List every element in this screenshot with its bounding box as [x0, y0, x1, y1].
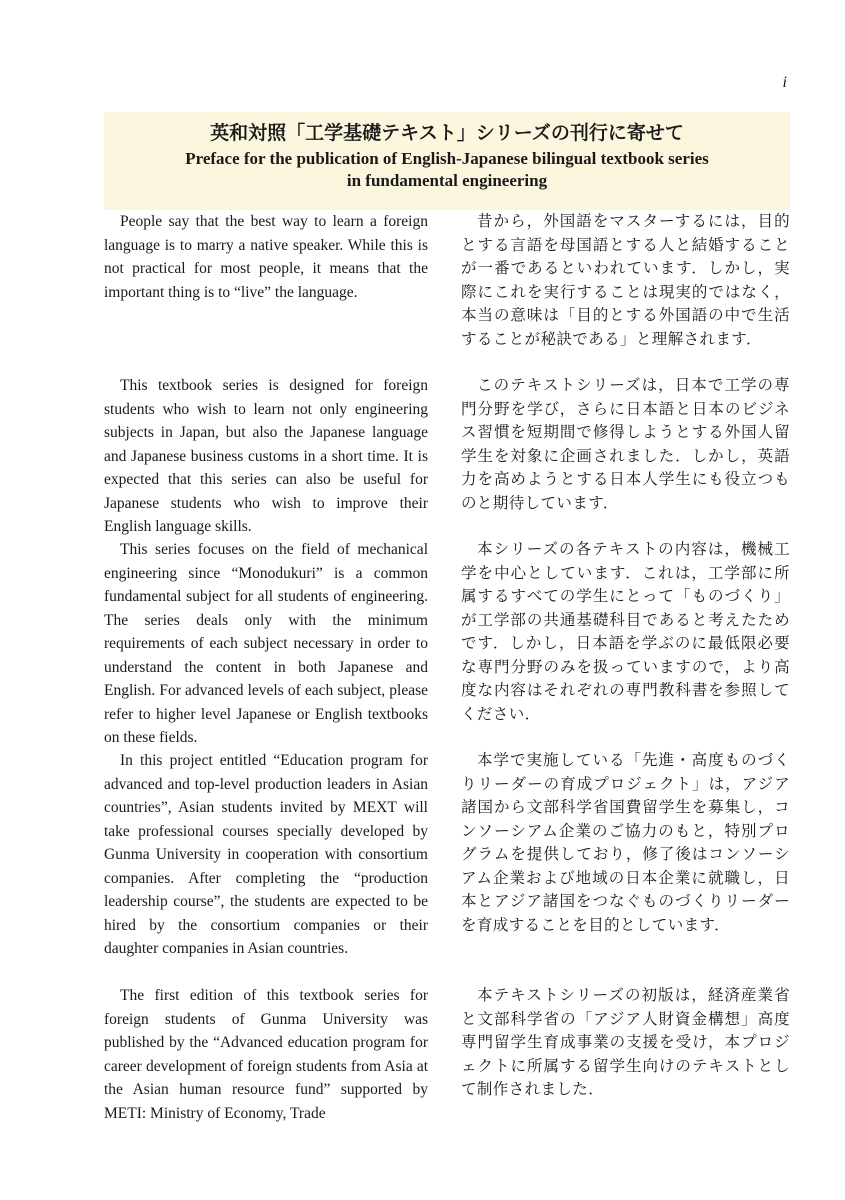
japanese-paragraph-1: 昔から，外国語をマスターするには，目的とする言語を母国語とする人と結婚することが一番であるといわれています．しかし，実際にこれを実行することは現実的ではなく，本当の意味は「目的とする外国語の中で生活することが秘訣である」と理解されます． — [461, 212, 790, 348]
title-english-line-1: Preface for the publication of English-Japanese bilingual textbook series — [185, 149, 709, 168]
english-paragraph-1: People say that the best way to learn a foreign language is to marry a native speaker. While this is not practical for most people, it means that the important thing is to “live” the language. — [104, 213, 428, 301]
english-paragraph-4: In this project entitled “Education program for advanced and top-level production leaders in Asian countries”, Asian students invited by MEXT will take professional courses specially developed by Gunma University in cooperation with consortium companies. After completing the “production leadership course”, the students are expected to be hired by the consortium companies or their daughter companies in Asian countries. — [104, 752, 428, 957]
english-paragraph-2: This textbook series is designed for foreign students who wish to learn not only engineering subjects in Japan, but also the Japanese language and Japanese business customs in a short time. It is expected that this series can also be useful for Japanese students who wish to improve their English language skills. — [104, 377, 428, 535]
page-number: i — [782, 74, 787, 91]
title-japanese: 英和対照「工学基礎テキスト」シリーズの刊行に寄せて — [210, 122, 684, 144]
english-paragraph-5: The first edition of this textbook series for foreign students of Gunma University was published by the “Advanced education program for career development of foreign students from Asia at the Asian human resource fund” supported by METI: Ministry of Economy, Trade — [104, 987, 428, 1122]
title-english — [104, 148, 790, 192]
japanese-paragraph-5: 本テキストシリーズの初版は，経済産業省と文部科学省の「アジア人財資金構想」高度専門留学生育成事業の支援を受け，本プロジェクトに所属する留学生向けのテキストとして制作されました． — [461, 986, 790, 1098]
title-english-line-2: in fundamental engineering — [346, 171, 548, 190]
japanese-paragraph-4: 本学で実施している「先進・高度ものづくりリーダーの育成プロジェクト」は，アジア諸国から文部科学省国費留学生を募集し，コンソーシアム企業のご協力のもと，特別プログラムを提供しており，修了後はコンソーシアム企業および地域の日本企業に就職し，日本とアジア諸国をつなぐものづくりリーダーを育成することを目的としています． — [461, 751, 790, 934]
japanese-paragraph-3: 本シリーズの各テキストの内容は，機械工学を中心としています．これは，工学部に所属するすべての学生にとって「ものづくり」が工学部の共通基礎科目であると考えたためです．しかし，日本語を学ぶのに最低限必要な専門分野のみを扱っていますので，より高度な内容はそれぞれの専門教科書を参照してください． — [461, 540, 790, 723]
title-band — [104, 112, 790, 210]
english-paragraph-3: This series focuses on the field of mechanical engineering since “Monodukuri” is a common fundamental subject for all students of engineering. The series deals only with the minimum requirements of each subject necessary in order to understand the content in both Japanese and English. For advanced levels of each subject, please refer to higher level Japanese or English textbooks on these fields. — [104, 541, 428, 746]
japanese-paragraph-2: このテキストシリーズは，日本で工学の専門分野を学び，さらに日本語と日本のビジネス習慣を短期間で修得しようとする外国人留学生を対象に企画されました．しかし，英語力を高めようとする日本人学生にも役立つものと期待しています． — [461, 376, 790, 512]
